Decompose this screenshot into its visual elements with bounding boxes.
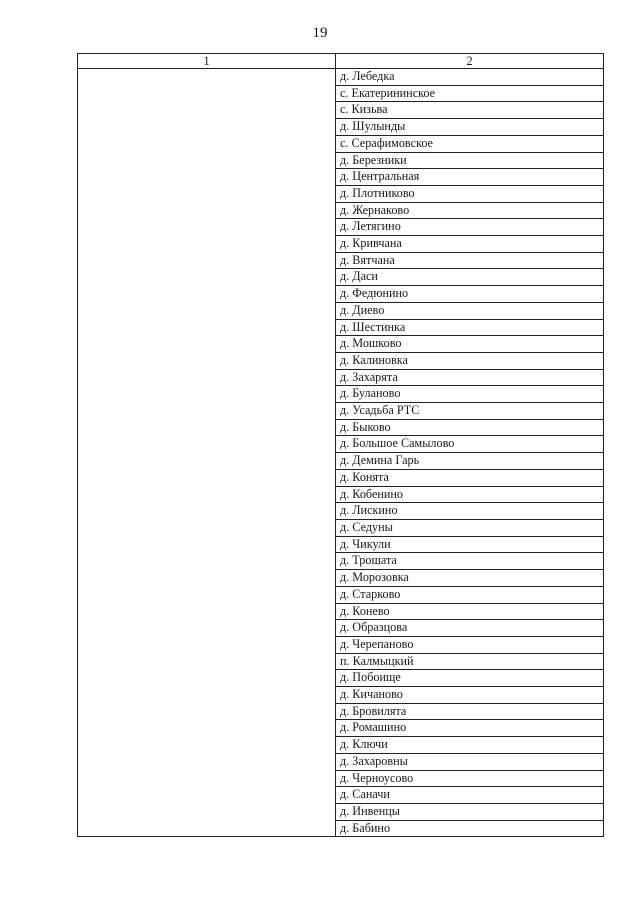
settlement-cell: д. Ромашино — [336, 720, 604, 737]
settlement-cell: д. Мошково — [336, 336, 604, 353]
settlement-cell: д. Бабино — [336, 820, 604, 837]
settlement-cell: д. Морозовка — [336, 570, 604, 587]
settlement-cell: д. Демина Гарь — [336, 453, 604, 470]
settlement-cell: д. Вятчана — [336, 252, 604, 269]
settlement-cell: д. Захаровны — [336, 753, 604, 770]
column-1-empty-cell — [78, 69, 336, 837]
settlement-cell: п. Калмыцкий — [336, 653, 604, 670]
page-number: 19 — [312, 25, 328, 41]
settlement-cell: д. Захарята — [336, 369, 604, 386]
settlement-cell: д. Калиновка — [336, 352, 604, 369]
settlement-cell: д. Чикули — [336, 536, 604, 553]
settlement-cell: д. Кривчана — [336, 236, 604, 253]
settlement-cell: д. Седуны — [336, 519, 604, 536]
settlement-cell: д. Жернаково — [336, 202, 604, 219]
settlement-cell: д. Черепаново — [336, 636, 604, 653]
settlement-cell: д. Летягино — [336, 219, 604, 236]
settlement-cell: д. Инвенцы — [336, 803, 604, 820]
settlement-cell: д. Быково — [336, 419, 604, 436]
settlement-cell: д. Большое Самылово — [336, 436, 604, 453]
settlement-cell: д. Бровилята — [336, 703, 604, 720]
settlement-cell: д. Федюнино — [336, 286, 604, 303]
settlement-cell: д. Диево — [336, 302, 604, 319]
settlement-cell: д. Кичаново — [336, 687, 604, 704]
settlement-cell: д. Усадьба РТС — [336, 403, 604, 420]
settlements-table — [77, 53, 604, 837]
settlement-cell: д. Лебедка — [336, 69, 604, 86]
settlement-cell: д. Ключи — [336, 737, 604, 754]
settlement-cell: д. Побоище — [336, 670, 604, 687]
settlement-cell: д. Буланово — [336, 386, 604, 403]
settlement-cell: д. Шестинка — [336, 319, 604, 336]
table-row — [78, 69, 604, 86]
settlement-cell: д. Трошата — [336, 553, 604, 570]
settlement-cell: д. Березники — [336, 152, 604, 169]
column-header-1: 1 — [78, 54, 336, 69]
settlement-cell: д. Плотниково — [336, 185, 604, 202]
settlement-cell: д. Конево — [336, 603, 604, 620]
settlement-cell: д. Центральная — [336, 169, 604, 186]
settlement-cell: д. Шулынды — [336, 119, 604, 136]
settlement-cell: с. Екатерининское — [336, 85, 604, 102]
settlement-cell: д. Старково — [336, 586, 604, 603]
settlement-cell: д. Лискино — [336, 503, 604, 520]
settlement-cell: д. Кобенино — [336, 486, 604, 503]
table-header-row — [78, 54, 604, 69]
settlement-cell: с. Кизьва — [336, 102, 604, 119]
column-header-2: 2 — [336, 54, 604, 69]
settlement-cell: д. Даси — [336, 269, 604, 286]
settlement-cell: д. Саначи — [336, 787, 604, 804]
table-body — [78, 54, 604, 837]
settlement-cell: д. Черноусово — [336, 770, 604, 787]
settlement-cell: д. Образцова — [336, 620, 604, 637]
settlement-cell: д. Конята — [336, 469, 604, 486]
settlement-cell: с. Серафимовское — [336, 135, 604, 152]
